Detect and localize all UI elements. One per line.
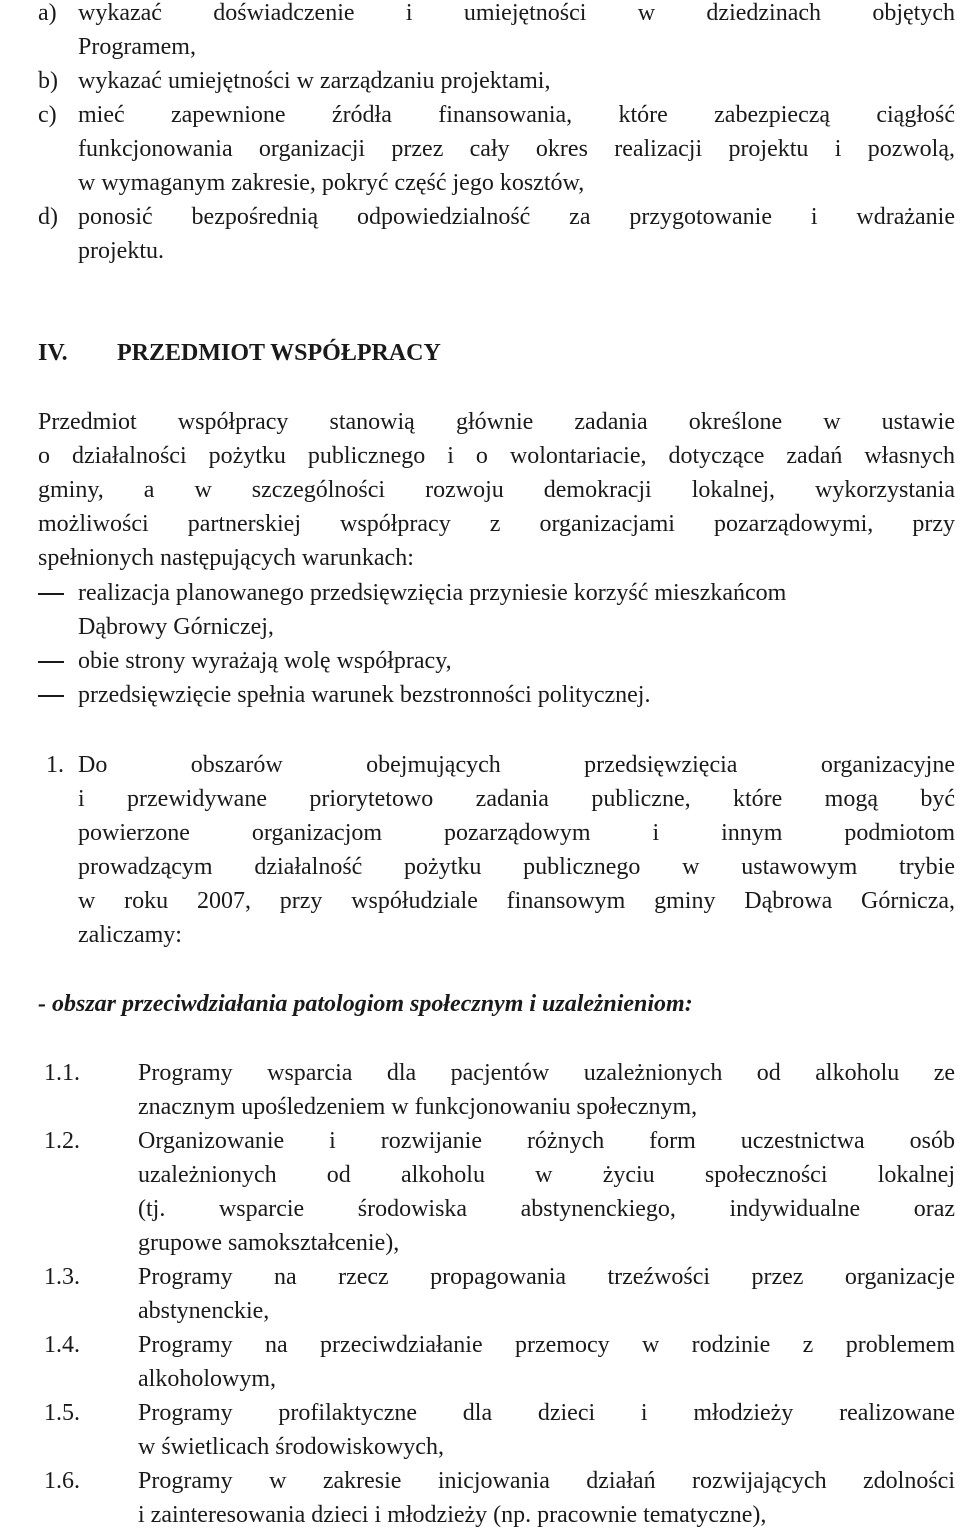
list-marker: b) [38, 68, 58, 94]
point-line: powierzone organizacjom pozarządowym i innym podmiotom [78, 820, 955, 846]
program-line: w świetlicach środowiskowych, [138, 1434, 444, 1460]
point-line: w roku 2007, przy współudziale finansowym gminy Dąbrowa Górnicza, [78, 888, 955, 914]
program-line: uzależnionych od alkoholu w życiu społeczności lokalnej [138, 1162, 955, 1188]
condition-text: realizacja planowanego przedsięwzięcia przyniesie korzyść mieszkańcom [78, 580, 787, 606]
section-title: PRZEDMIOT WSPÓŁPRACY [117, 340, 441, 366]
list-item-text: projektu. [78, 238, 164, 264]
condition-text: przedsięwzięcie spełnia warunek bezstronności politycznej. [78, 682, 651, 708]
program-line: abstynenckie, [138, 1298, 270, 1324]
program-line: Programy profilaktyczne dla dzieci i młodzieży realizowane [138, 1400, 955, 1426]
dash-bullet [38, 593, 64, 595]
program-number: 1.5. [44, 1400, 80, 1426]
paragraph-line: gminy, a w szczególności rozwoju demokracji lokalnej, wykorzystania [38, 477, 955, 503]
area-heading: - obszar przeciwdziałania patologiom społecznym i uzależnieniom: [38, 991, 693, 1017]
list-item-text: wykazać doświadczenie i umiejętności w dziedzinach objętych [78, 0, 955, 26]
list-item-text: funkcjonowania organizacji przez cały okres realizacji projektu i pozwolą, [78, 136, 955, 162]
point-line: i przewidywane priorytetowo zadania publiczne, które mogą być [78, 786, 955, 812]
program-line: znacznym upośledzeniem w funkcjonowaniu społecznym, [138, 1094, 698, 1120]
list-marker: a) [38, 0, 57, 26]
list-marker: d) [38, 204, 58, 230]
program-line: Programy na przeciwdziałanie przemocy w rodzinie z problemem [138, 1332, 955, 1358]
program-line: (tj. wsparcie środowiska abstynenckiego, indywidualne oraz [138, 1196, 955, 1222]
paragraph-line: spełnionych następujących warunkach: [38, 545, 414, 571]
program-number: 1.6. [44, 1468, 80, 1494]
point-number: 1. [46, 752, 64, 778]
program-line: i zainteresowania dzieci i młodzieży (np. pracownie tematyczne), [138, 1502, 767, 1528]
condition-text: obie strony wyrażają wolę współpracy, [78, 648, 452, 674]
program-line: Organizowanie i rozwijanie różnych form uczestnictwa osób [138, 1128, 955, 1154]
program-line: grupowe samokształcenie), [138, 1230, 400, 1256]
dash-bullet [38, 695, 64, 697]
program-number: 1.3. [44, 1264, 80, 1290]
program-number: 1.4. [44, 1332, 80, 1358]
point-line: zaliczamy: [78, 922, 182, 948]
paragraph-line: o działalności pożytku publicznego i o wolontariacie, dotyczące zadań własnych [38, 443, 955, 469]
list-item-text: ponosić bezpośrednią odpowiedzialność za przygotowanie i wdrażanie [78, 204, 955, 230]
paragraph-line: możliwości partnerskiej współpracy z organizacjami pozarządowymi, przy [38, 511, 955, 537]
program-line: Programy w zakresie inicjowania działań rozwijających zdolności [138, 1468, 955, 1494]
list-item-text: w wymaganym zakresie, pokryć część jego kosztów, [78, 170, 585, 196]
program-number: 1.1. [44, 1060, 80, 1086]
list-item-text: wykazać umiejętności w zarządzaniu projektami, [78, 68, 551, 94]
dash-bullet [38, 661, 64, 663]
list-item-text: Programem, [78, 34, 196, 60]
point-line: prowadzącym działalność pożytku publicznego w ustawowym trybie [78, 854, 955, 880]
section-number: IV. [38, 340, 68, 366]
list-marker: c) [38, 102, 57, 128]
point-line: Do obszarów obejmujących przedsięwzięcia organizacyjne [78, 752, 955, 778]
program-line: Programy na rzecz propagowania trzeźwości przez organizacje [138, 1264, 955, 1290]
paragraph-line: Przedmiot współpracy stanowią głównie zadania określone w ustawie [38, 409, 955, 435]
program-line: alkoholowym, [138, 1366, 276, 1392]
list-item-text: mieć zapewnione źródła finansowania, które zabezpieczą ciągłość [78, 102, 955, 128]
program-number: 1.2. [44, 1128, 80, 1154]
condition-text: Dąbrowy Górniczej, [78, 614, 274, 640]
program-line: Programy wsparcia dla pacjentów uzależnionych od alkoholu ze [138, 1060, 955, 1086]
